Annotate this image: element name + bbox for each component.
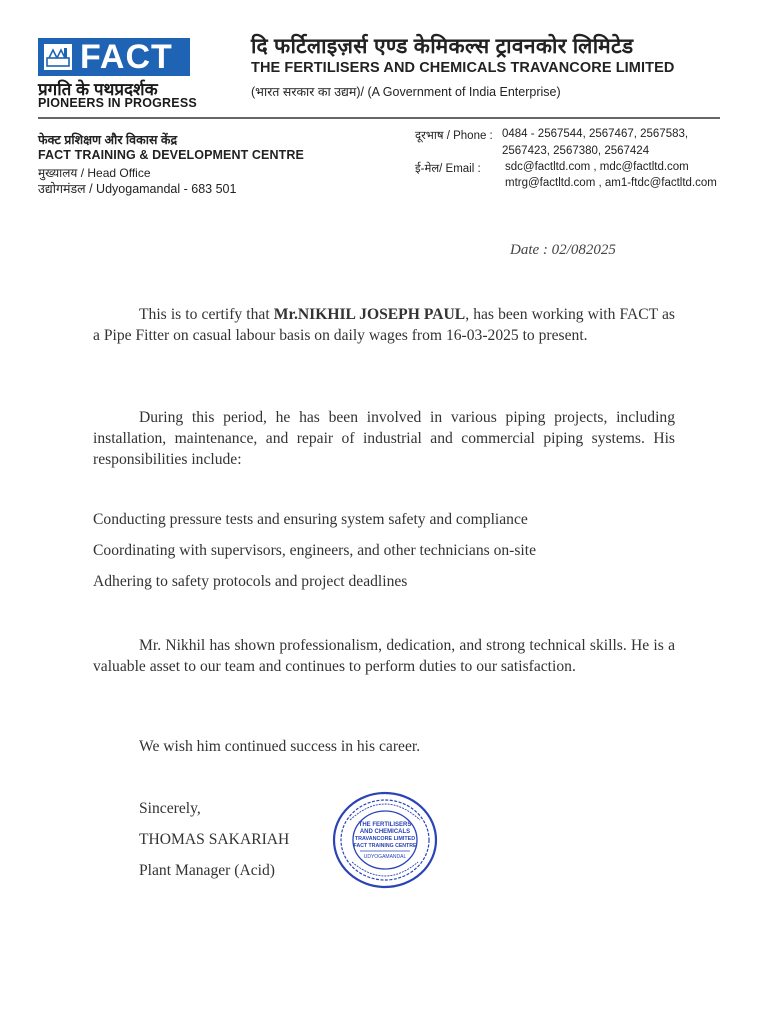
email-addresses-line1: sdc@factltd.com , mdc@factltd.com [505, 161, 689, 173]
seal-line-1: THE FERTILISERS [358, 822, 412, 828]
logo-wordmark: FACT [80, 38, 173, 76]
certification-paragraph [93, 304, 675, 346]
logo-hindi-tagline: प्रगति के पथप्रदर्शक [38, 80, 158, 99]
seal-line-3: TRAVANCORE LIMITED [354, 836, 416, 842]
letter-date: Date : 02/082025 [510, 242, 616, 258]
closing-wish: We wish him continued success in his career. [139, 738, 421, 755]
office-location: उद्योगमंडल / Udyogamandal - 683 501 [38, 182, 237, 196]
employee-name: Mr.NIKHIL JOSEPH PAUL [273, 306, 466, 323]
closing-salutation: Sincerely, [139, 800, 201, 817]
p3-text: Mr. Nikhil has shown professionalism, dedication, and strong technical skills. He is a valuable asset to our team and continues to perform duties to our satisfaction. [93, 637, 675, 675]
signatory-name: THOMAS SAKARIAH [139, 831, 290, 848]
head-office-label: मुख्यालय / Head Office [38, 166, 151, 180]
p2-text: During this period, he has been involved in various piping projects, including installation, maintenance, and repair of industrial and commercial piping systems. His responsibilities include: [93, 409, 675, 468]
logo-tagline: PIONEERS IN PROGRESS [38, 96, 197, 110]
centre-name-english: FACT TRAINING & DEVELOPMENT CENTRE [38, 148, 304, 162]
responsibility-item: Adhering to safety protocols and project deadlines [93, 573, 408, 590]
seal-line-5: UDYOGAMANDAL [363, 854, 407, 860]
government-enterprise-line: (भारत सरकार का उद्यम)/ (A Government of India Enterprise) [251, 85, 561, 99]
company-seal-stamp [330, 790, 440, 890]
p1-intro: This is to certify that [139, 306, 274, 323]
appraisal-paragraph [93, 635, 675, 677]
centre-name-hindi: फेक्ट प्रशिक्षण और विकास केंद्र [38, 133, 178, 147]
seal-line-2: AND CHEMICALS [359, 829, 411, 835]
p1-rest: , has been working with FACT as a Pipe Fitter on casual labour basis on daily wages from 16-03-2025 to present. [93, 306, 675, 344]
seal-line-4: FACT TRAINING CENTRE [353, 843, 417, 849]
phone-label: दूरभाष / Phone : [415, 130, 493, 142]
responsibility-item: Conducting pressure tests and ensuring system safety and compliance [93, 511, 528, 528]
header-divider [38, 117, 720, 119]
duties-paragraph [93, 407, 675, 470]
factory-emblem-icon [42, 42, 74, 72]
responsibility-item: Coordinating with supervisors, engineers, and other technicians on-site [93, 542, 537, 559]
fact-logo [38, 38, 190, 76]
email-addresses-line2: mtrg@factltd.com , am1-ftdc@factltd.com [505, 177, 717, 189]
phone-numbers-line2: 2567423, 2567380, 2567424 [502, 145, 650, 157]
email-label: ई-मेल/ Email : [415, 163, 481, 175]
phone-numbers-line1: 0484 - 2567544, 2567467, 2567583, [502, 128, 689, 140]
company-name-english: THE FERTILISERS AND CHEMICALS TRAVANCORE LIMITED [251, 60, 675, 76]
company-name-hindi: दि फर्टिलाइज़र्स एण्ड केमिकल्स ट्रावनकोर लिमिटेड [251, 35, 634, 58]
signatory-designation: Plant Manager (Acid) [139, 862, 275, 879]
